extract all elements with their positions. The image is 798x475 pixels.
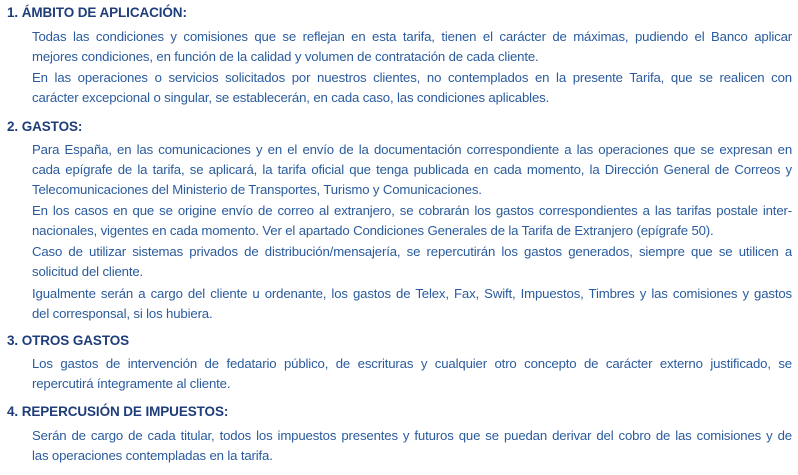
text-line: mejores condiciones, en función de la calidad y volumen de contratación de cada cliente.: [32, 49, 539, 64]
paragraph-gastos-1: [32, 140, 792, 200]
text-line: Telecomunicaciones del Ministerio de Transportes, Turismo y Comunicaciones.: [32, 182, 482, 197]
text-line: del corresponsal, si los hubiera.: [32, 306, 213, 321]
text-line: Para España, en las comunicaciones y en el envío de la documentación correspondiente a las operaciones que se expresan en: [32, 142, 792, 157]
text-line: solicitud del cliente.: [32, 264, 144, 279]
text-line: Caso de utilizar sistemas privados de distribución/mensajería, se repercutirán los gastos generados, siempre que se utilicen a: [32, 244, 792, 259]
section-heading-otros-gastos: 3. OTROS GASTOS: [7, 333, 130, 348]
text-line: Igualmente serán a cargo del cliente u ordenante, los gastos de Telex, Fax, Swift, Impuestos, Timbres y las comisiones y gastos: [32, 286, 792, 301]
section-heading-ambito: 1. ÁMBITO DE APLICACIÓN:: [7, 5, 187, 20]
text-line: repercutirá íntegramente al cliente.: [32, 376, 231, 391]
text-line: Serán de cargo de cada titular, todos los impuestos presentes y futuros que se puedan derivar del cobro de las comisiones y de: [32, 428, 792, 443]
paragraph-gastos-3: [32, 242, 792, 282]
paragraph-ambito-2: [32, 68, 792, 108]
text-line: carácter excepcional o singular, se establecerán, en cada caso, las condiciones aplicables.: [32, 90, 550, 105]
text-line: En las operaciones o servicios solicitados por nuestros clientes, no contemplados en la presente Tarifa, que se realicen con: [32, 70, 792, 85]
text-line: cada epígrafe de la tarifa, se aplicará, la tarifa oficial que tenga publicada en cada momento, la Dirección General de Correos y: [32, 162, 792, 177]
paragraph-otros-gastos-1: [32, 354, 792, 394]
section-heading-gastos: 2. GASTOS:: [7, 119, 83, 134]
text-line: las operaciones contempladas en la tarifa.: [32, 448, 273, 463]
text-line: Todas las condiciones y comisiones que se reflejan en esta tarifa, tienen el carácter de máximas, pudiendo el Banco aplicar: [32, 29, 792, 44]
section-heading-impuestos: 4. REPERCUSIÓN DE IMPUESTOS:: [7, 404, 229, 419]
text-line: Los gastos de intervención de fedatario público, de escrituras y cualquier otro concepto de carácter externo justificado, se: [32, 356, 792, 371]
paragraph-impuestos-1: [32, 426, 792, 466]
paragraph-ambito-1: [32, 27, 792, 67]
paragraph-gastos-2: [32, 201, 792, 241]
text-line: En los casos en que se origine envío de correo al extranjero, se cobrarán los gastos correspondientes a las tarifas postale inter-: [32, 203, 792, 218]
paragraph-gastos-4: [32, 284, 792, 324]
text-line: nacionales, vigentes en cada momento. Ver el apartado Condiciones Generales de la Tarifa de Extranjero (epígrafe 50).: [32, 223, 714, 238]
